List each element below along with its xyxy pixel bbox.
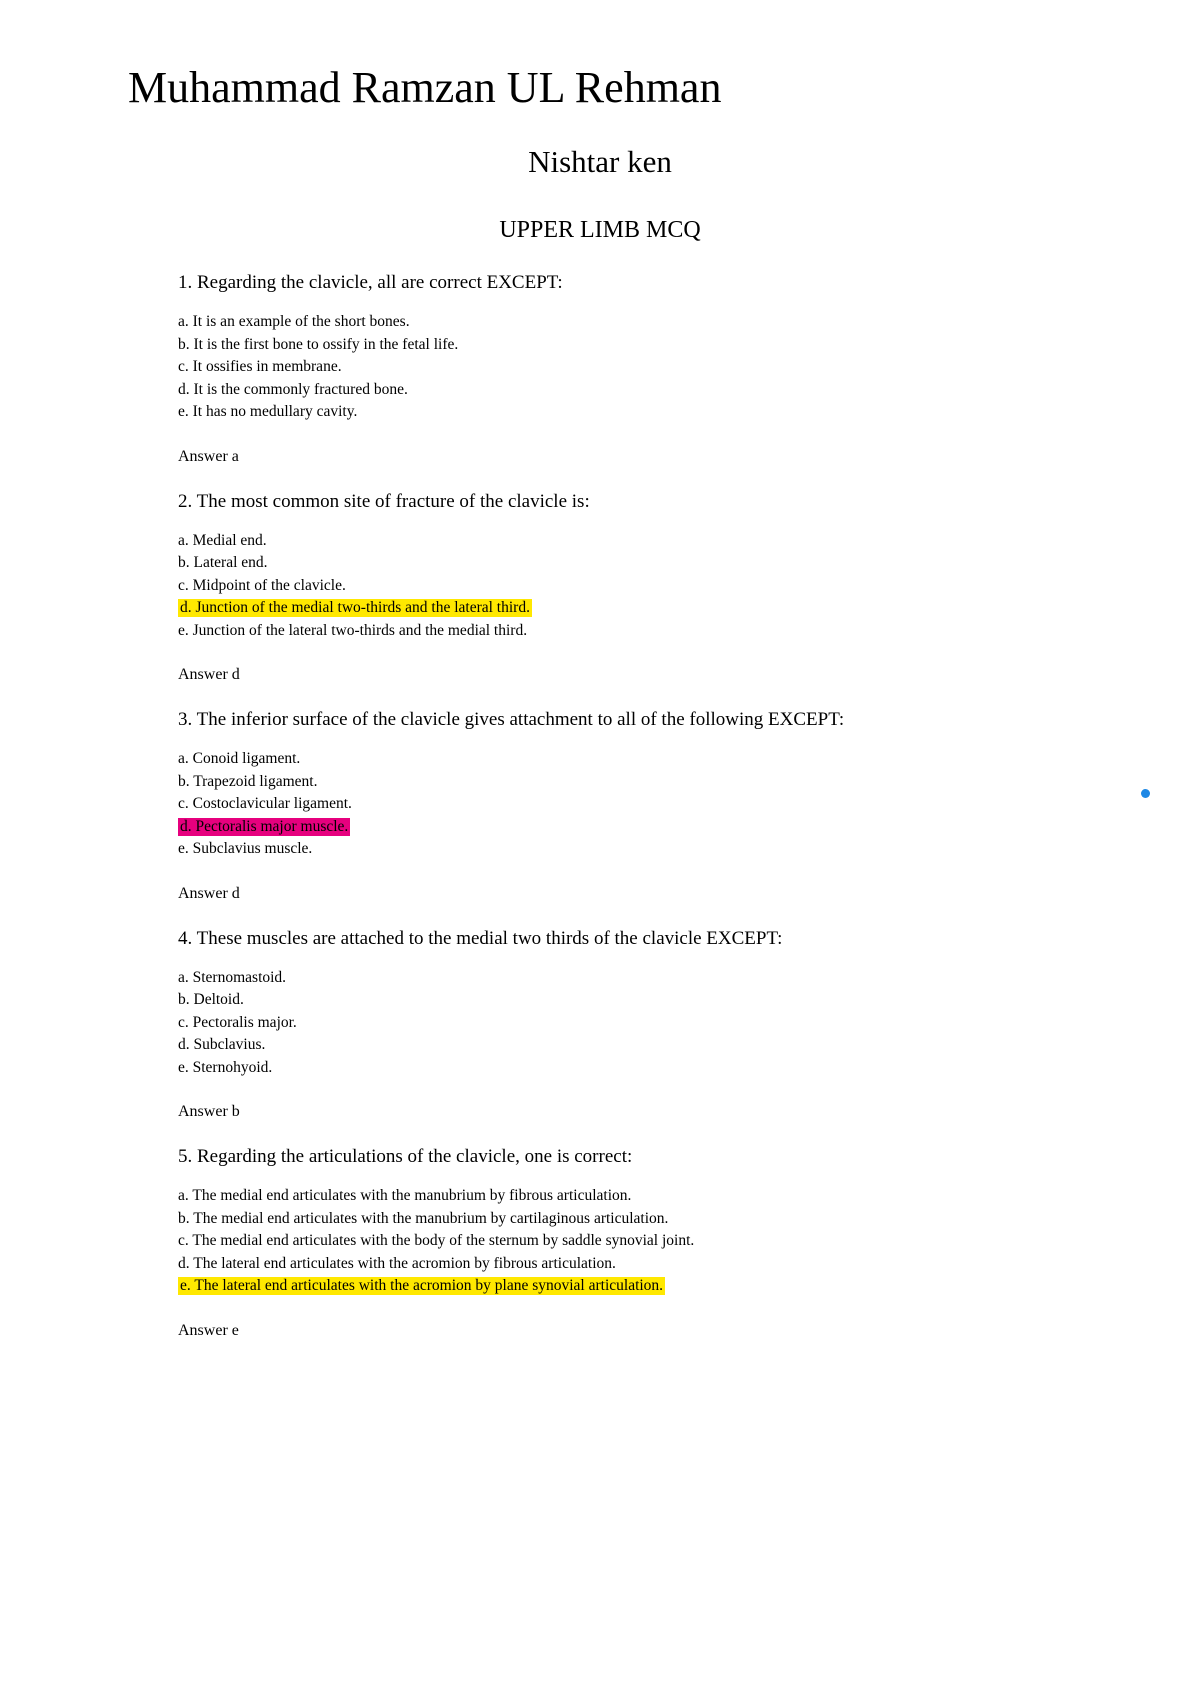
question-text: 2. The most common site of fracture of the clavicle is: [178, 490, 590, 512]
option-c: c. The medial end articulates with the body of the sternum by saddle synovial joint. [178, 1232, 695, 1249]
answer-line: Answer d [178, 884, 240, 902]
option-b: b. Deltoid. [178, 991, 244, 1008]
option-list [178, 530, 1078, 643]
option-list [178, 1185, 1078, 1298]
question-block [178, 270, 1078, 468]
option-c: c. Midpoint of the clavicle. [178, 576, 346, 594]
option-e: e. Subclavius muscle. [178, 840, 313, 857]
option-list [178, 748, 1078, 861]
option-list [178, 311, 1078, 424]
option-d: d. The lateral end articulates with the acromion by fibrous articulation. [178, 1254, 616, 1272]
option-a: a. The medial end articulates with the manubrium by fibrous articulation. [178, 1187, 632, 1204]
option-b: b. The medial end articulates with the manubrium by cartilaginous articulation. [178, 1209, 669, 1227]
question-block [178, 489, 1078, 687]
highlight-yellow: d. Junction of the medial two-thirds and the lateral third. [180, 599, 530, 616]
highlight-pink: d. Pectoralis major muscle. [180, 817, 349, 835]
answer-line: Answer b [178, 1103, 240, 1120]
option-e: e. It has no medullary cavity. [178, 403, 358, 420]
question-block [178, 926, 1078, 1124]
option-a: a. It is an example of the short bones. [178, 313, 410, 330]
option-b: b. Lateral end. [178, 554, 268, 571]
question-text: 4. These muscles are attached to the medial two thirds of the clavicle EXCEPT: [178, 927, 783, 949]
option-d: d. Subclavius. [178, 1036, 266, 1053]
option-a: a. Conoid ligament. [178, 750, 301, 767]
question-block [178, 1144, 1078, 1342]
option-e-highlighted [178, 1275, 1078, 1298]
question-text: 1. Regarding the clavicle, all are correct EXCEPT: [178, 272, 563, 293]
answer-line: Answer d [178, 666, 240, 683]
option-d: d. It is the commonly fractured bone. [178, 380, 408, 398]
question-block [178, 707, 1078, 905]
option-e: e. Sternohyoid. [178, 1058, 273, 1076]
option-a: a. Medial end. [178, 531, 267, 549]
option-b: b. Trapezoid ligament. [178, 772, 318, 790]
option-d-highlighted [178, 597, 1078, 620]
question-text: 5. Regarding the articulations of the clavicle, one is correct: [178, 1146, 633, 1167]
option-a: a. Sternomastoid. [178, 968, 287, 986]
option-e: e. Junction of the lateral two-thirds and the medial third. [178, 621, 528, 639]
affiliation: Nishtar ken [528, 144, 672, 179]
document-heading: UPPER LIMB MCQ [499, 217, 701, 243]
option-b: b. It is the first bone to ossify in the fetal life. [178, 335, 459, 353]
answer-line: Answer e [178, 1321, 239, 1339]
author-name: Muhammad Ramzan UL Rehman [128, 63, 722, 112]
option-c: c. Pectoralis major. [178, 1013, 297, 1031]
blue-dot-marker [1141, 789, 1150, 798]
option-d-highlighted [178, 816, 1078, 839]
option-list [178, 967, 1078, 1080]
option-c: c. Costoclavicular ligament. [178, 795, 352, 812]
mcq-list [178, 270, 1078, 1363]
highlight-yellow: e. The lateral end articulates with the acromion by plane synovial articulation. [180, 1277, 664, 1294]
option-c: c. It ossifies in membrane. [178, 358, 342, 375]
question-text: 3. The inferior surface of the clavicle gives attachment to all of the following EXCEPT: [178, 709, 845, 730]
answer-line: Answer a [178, 447, 239, 465]
